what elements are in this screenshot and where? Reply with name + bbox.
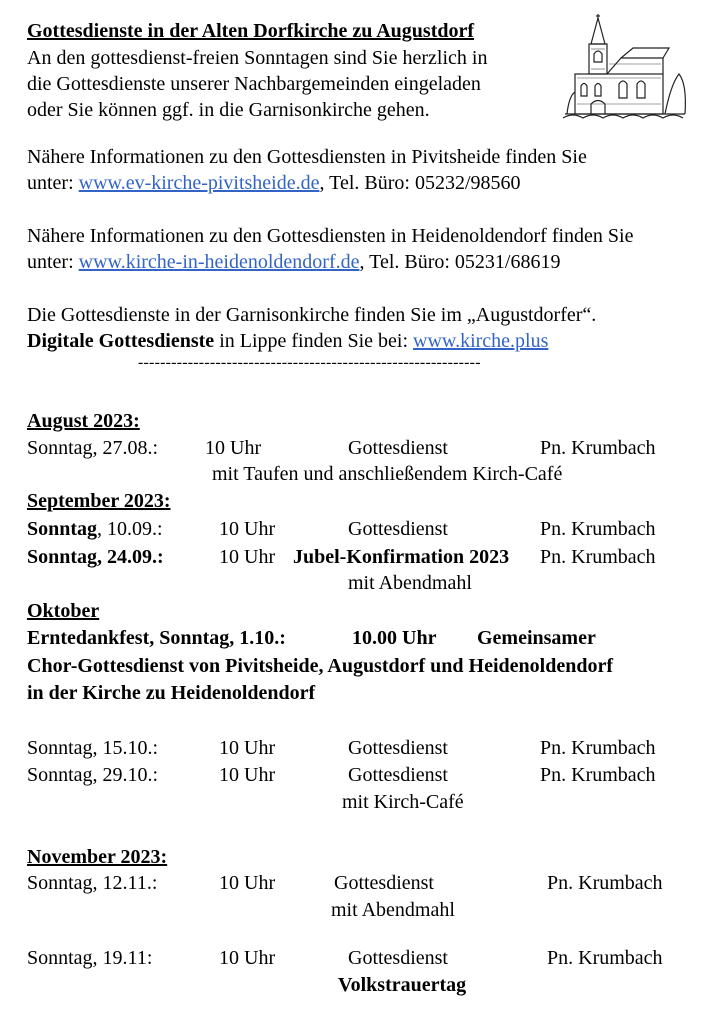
heidenoldendorf-link[interactable]: www.kirche-in-heidenoldendorf.de <box>78 251 360 273</box>
event-type: Gottesdienst <box>348 764 448 786</box>
event-note: mit Kirch-Café <box>342 791 464 813</box>
event-type: Gottesdienst <box>348 518 448 540</box>
pivitsheide-link[interactable]: www.ev-kirche-pivitsheide.de <box>78 172 320 194</box>
event-date: Sonntag, 12.11.: <box>27 872 158 894</box>
digital-text: in Lippe finden Sie bei: <box>214 330 414 352</box>
intro-line-3: oder Sie können ggf. in die Garnisonkirche gehen. <box>27 99 430 121</box>
church-icon <box>561 14 689 126</box>
event-date: Sonntag, 19.11: <box>27 947 153 969</box>
pivitsheide-info-line: Nähere Informationen zu den Gottesdiensten in Pivitsheide finden Sie <box>27 146 587 168</box>
heidenoldendorf-contact <box>27 252 561 272</box>
divider: -------------------------------------------------------------- <box>138 354 481 371</box>
erntedank-time: 10.00 Uhr <box>352 627 437 649</box>
event-time: 10 Uhr <box>219 518 276 540</box>
oktober-heading: Oktober <box>27 600 100 622</box>
event-type: Gottesdienst <box>348 437 448 459</box>
november-heading: November 2023: <box>27 846 168 868</box>
event-date: Sonntag, 27.08.: <box>27 437 159 459</box>
event-note: Volkstrauertag <box>338 974 467 996</box>
event-type: Gottesdienst <box>348 947 448 969</box>
event-type: Jubel-Konfirmation 2023 <box>293 546 510 568</box>
event-pastor: Pn. Krumbach <box>540 737 656 759</box>
event-time: 10 Uhr <box>219 947 276 969</box>
digital-label: Digitale Gottesdienste <box>27 330 215 352</box>
event-date-day: Sonntag <box>27 518 98 540</box>
intro-line-1: An den gottesdienst-freien Sonntagen sind Sie herzlich in <box>27 47 488 69</box>
event-date: Sonntag, 24.09.: <box>27 546 164 568</box>
erntedank-type: Gemeinsamer <box>477 627 596 649</box>
event-pastor: Pn. Krumbach <box>547 947 663 969</box>
event-time: 10 Uhr <box>205 437 262 459</box>
event-pastor: Pn. Krumbach <box>540 546 656 568</box>
event-note: mit Abendmahl <box>348 572 472 594</box>
event-pastor: Pn. Krumbach <box>540 518 656 540</box>
event-pastor: Pn. Krumbach <box>547 872 663 894</box>
event-type: Gottesdienst <box>334 872 434 894</box>
pivitsheide-prefix: unter: <box>27 172 79 194</box>
erntedank-line-3: in der Kirche zu Heidenoldendorf <box>27 682 316 704</box>
event-pastor: Pn. Krumbach <box>540 437 656 459</box>
event-note: mit Abendmahl <box>331 899 455 921</box>
pivitsheide-phone: , Tel. Büro: 05232/98560 <box>319 172 521 194</box>
event-time: 10 Uhr <box>219 872 276 894</box>
event-pastor: Pn. Krumbach <box>540 764 656 786</box>
event-time: 10 Uhr <box>219 764 276 786</box>
august-heading: August 2023: <box>27 410 140 432</box>
event-date: Sonntag, 29.10.: <box>27 764 159 786</box>
heidenoldendorf-info-line: Nähere Informationen zu den Gottesdiensten in Heidenoldendorf finden Sie <box>27 225 634 247</box>
heidenoldendorf-prefix: unter: <box>27 251 79 273</box>
erntedank-label: Erntedankfest, Sonntag, 1.10.: <box>27 627 286 649</box>
intro-line-2: die Gottesdienste unserer Nachbargemeinden eingeladen <box>27 73 481 95</box>
heidenoldendorf-phone: , Tel. Büro: 05231/68619 <box>359 251 561 273</box>
page-title: Gottesdienste in der Alten Dorfkirche zu Augustdorf <box>27 20 475 42</box>
event-type: Gottesdienst <box>348 737 448 759</box>
event-date <box>27 519 163 539</box>
kirche-plus-link[interactable]: www.kirche.plus <box>413 330 549 352</box>
event-date-rest: , 10.09.: <box>97 518 163 540</box>
pivitsheide-contact <box>27 173 521 193</box>
event-date: Sonntag, 15.10.: <box>27 737 159 759</box>
event-time: 10 Uhr <box>219 737 276 759</box>
garnison-line: Die Gottesdienste in der Garnisonkirche finden Sie im „Augustdorfer“. <box>27 304 597 326</box>
september-heading: September 2023: <box>27 490 171 512</box>
event-time: 10 Uhr <box>219 546 276 568</box>
event-note: mit Taufen und anschließendem Kirch-Café <box>212 463 563 485</box>
erntedank-line-2: Chor-Gottesdienst von Pivitsheide, Augustdorf und Heidenoldendorf <box>27 655 613 677</box>
digital-line <box>27 331 548 351</box>
